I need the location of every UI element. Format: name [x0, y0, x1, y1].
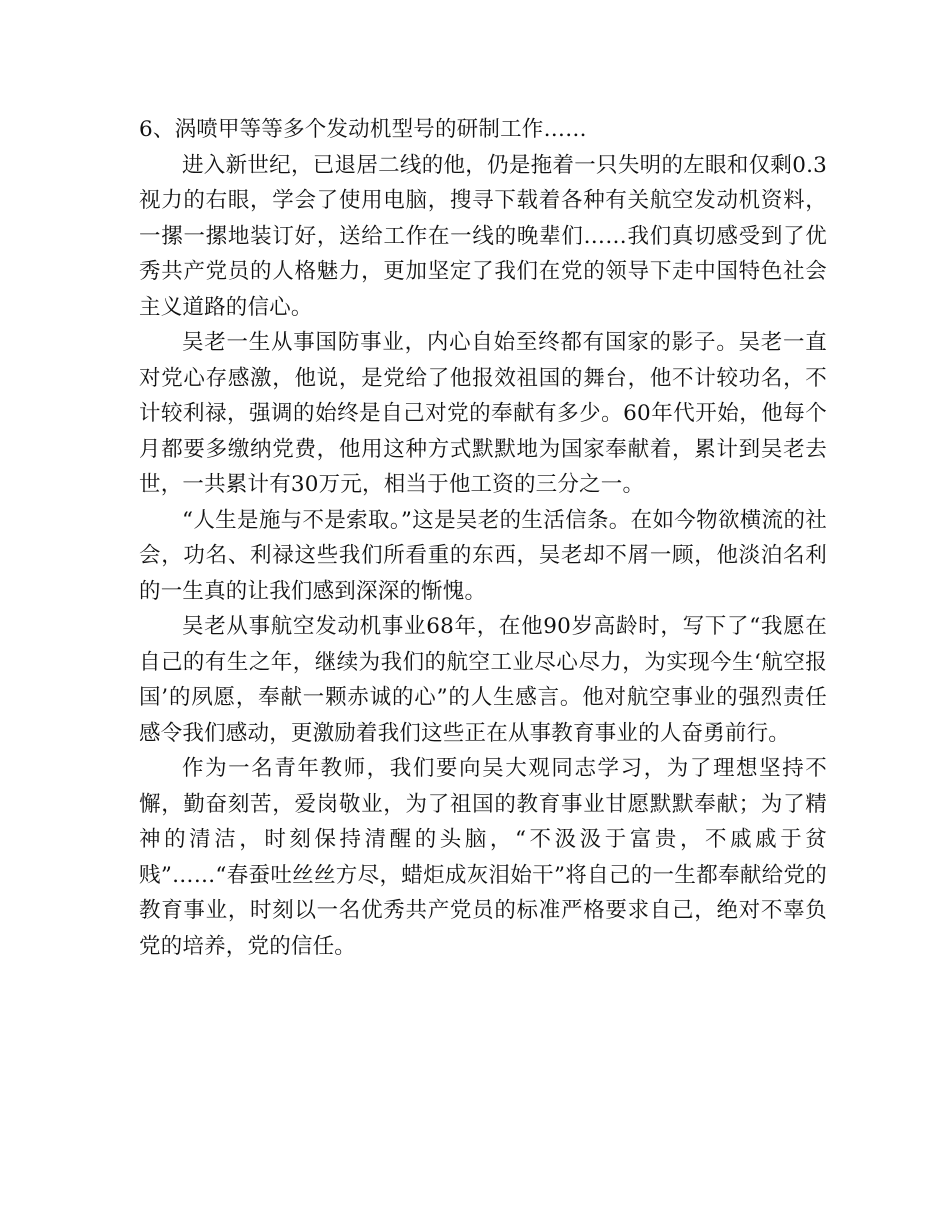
paragraph-young-teacher: 作为一名青年教师，我们要向吴大观同志学习，为了理想坚持不懈，勤奋刻苦，爱岗敬业，为了祖国的教育事业甘愿默默奉献；为了精神的清洁，时刻保持清醒的头脑，“不汲汲于富贵，不戚戚于贫贱”……“春蚕吐丝丝方尽，蜡炬成灰泪始干”将自己的一生都奉献给党的教育事业，时刻以一名优秀共产党员的标准严格要求自己，绝对不辜负党的培养，党的信任。	[139, 756, 827, 959]
paragraph-new-century: 进入新世纪，已退居二线的他，仍是拖着一只失明的左眼和仅剩0.3视力的右眼，学会了使用电脑，搜寻下载着各种有关航空发动机资料，一摞一摞地装订好，送给工作在一线的晚辈们……我们真切感受到了优秀共产党员的人格魅力，更加坚定了我们在党的领导下走中国特色社会主义道路的信心。	[139, 152, 827, 320]
document-body	[139, 112, 827, 964]
paragraph-aviation-career: 吴老从事航空发动机事业68年，在他90岁高龄时，写下了“我愿在自己的有生之年，继续为我们的航空工业尽心尽力，为实现今生‘航空报国’的夙愿，奉献一颗赤诚的心”的人生感言。他对航空事业的强烈责任感令我们感动，更激励着我们这些正在从事教育事业的人奋勇前行。	[139, 614, 827, 746]
paragraph-engine-list: 6、涡喷甲等等多个发动机型号的研制工作……	[139, 117, 587, 142]
paragraph-national-defense: 吴老一生从事国防事业，内心自始至终都有国家的影子。吴老一直对党心存感激，他说，是党给了他报效祖国的舞台，他不计较功名，不计较利禄，强调的始终是自己对党的奉献有多少。60年代开始，他每个月都要多缴纳党费，他用这种方式默默地为国家奉献着，累计到吴老去世，一共累计有30万元，相当于他工资的三分之一。	[139, 330, 827, 497]
paragraph-life-motto: “人生是施与不是索取。”这是吴老的生活信条。在如今物欲横流的社会，功名、利禄这些我们所看重的东西，吴老却不屑一顾，他淡泊名利的一生真的让我们感到深深的惭愧。	[139, 507, 827, 604]
